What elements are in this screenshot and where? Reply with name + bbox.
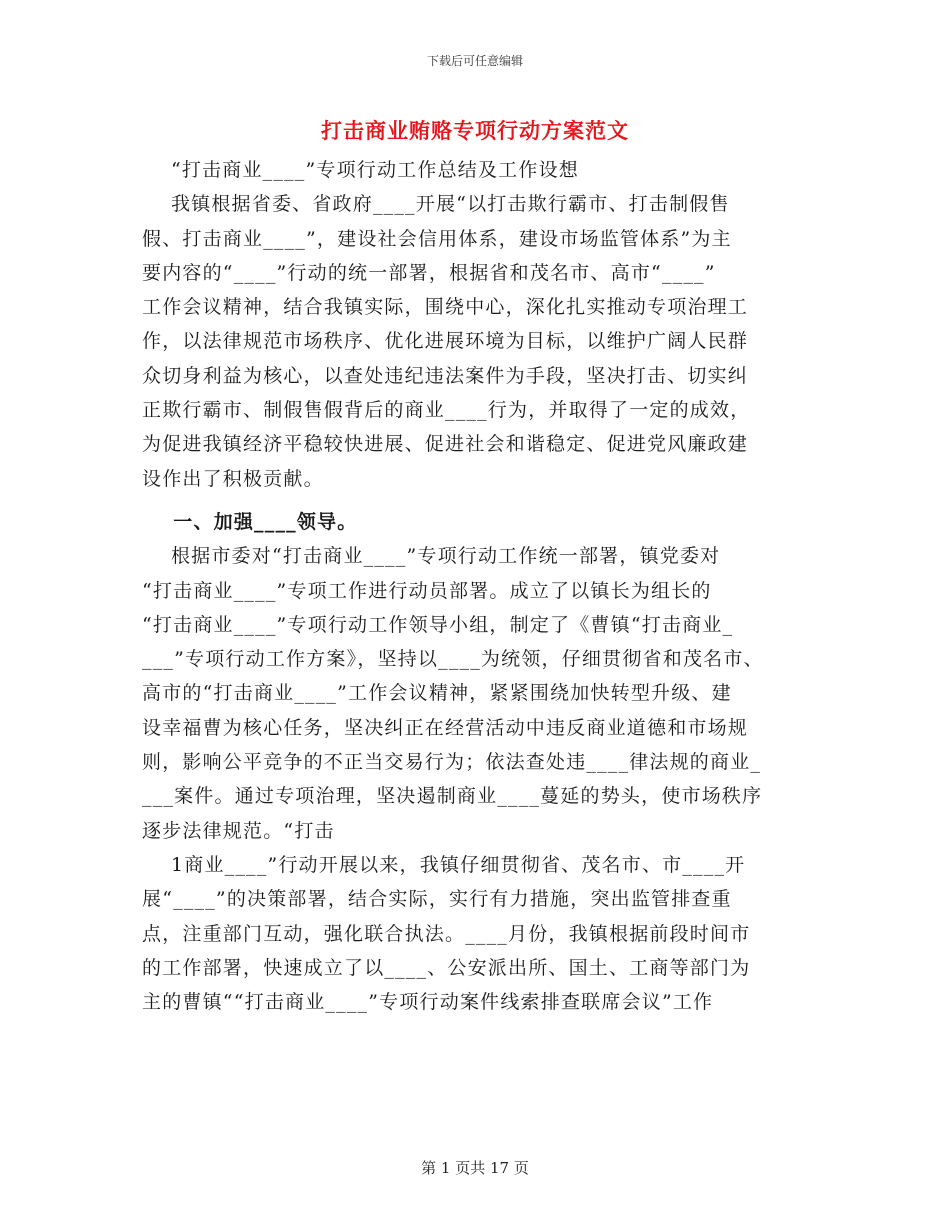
- paragraph-line: 工作会议精神，结合我镇实际，围绕中心，深化扎实推动专项治理工: [142, 296, 749, 319]
- paragraph-line: 的工作部署，快速成立了以____、公安派出所、国土、工商等部门为: [142, 956, 751, 979]
- paragraph-line: 众切身利益为核心，以查处违纪违法案件为手段，坚决打击、切实纠: [142, 364, 749, 387]
- paragraph-line: 我镇根据省委、省政府____开展“以打击欺行霸市、打击制假售: [142, 193, 730, 216]
- section-heading: 一、加强____领导。: [142, 510, 358, 533]
- page-number-footer: 第 1 页共 17 页: [421, 1159, 529, 1177]
- page-header: 下载后可任意编辑: [426, 54, 523, 68]
- paragraph-line: 正欺行霸市、制假售假背后的商业____行为，并取得了一定的成效，: [142, 399, 751, 422]
- paragraph-line: ___”专项行动工作方案》，坚持以____为统领，仔细贯彻省和茂名市、: [142, 648, 764, 671]
- paragraph-line: 根据市委对“打击商业____”专项行动工作统一部署，镇党委对: [142, 545, 721, 568]
- paragraph-line: 点，注重部门互动，强化联合执法。____月份，我镇根据前段时间市: [142, 922, 751, 945]
- paragraph-line: 设作出了积极贡献。: [142, 467, 324, 490]
- paragraph-line: 要内容的“____”行动的统一部署，根据省和茂名市、高市“____”: [142, 261, 716, 284]
- paragraph-line: 则，影响公平竞争的不正当交易行为；依法查处违____律法规的商业_: [142, 751, 762, 774]
- document-body: [142, 153, 804, 1019]
- paragraph-line: “打击商业____”专项工作进行动员部署。成立了以镇长为组长的: [142, 579, 712, 602]
- paragraph-line: 为促进我镇经济平稳较快进展、促进社会和谐稳定、促进党风廉政建: [142, 433, 749, 456]
- paragraph-line: 主的曹镇““打击商业____”专项行动案件线索排查联席会议”工作: [142, 991, 714, 1014]
- paragraph-line: “打击商业____”专项行动工作领导小组，制定了《曹镇“打击商业_: [142, 613, 734, 636]
- subtitle-line: “打击商业____”专项行动工作总结及工作设想: [142, 159, 579, 181]
- document-title: 打击商业贿赂专项行动方案范文: [321, 118, 629, 143]
- paragraph-line: 假、打击商业____”，建设社会信用体系，建设市场监管体系”为主: [142, 227, 732, 250]
- paragraph-line: ___案件。通过专项治理，坚决遏制商业____蔓延的势头，使市场秩序: [142, 785, 763, 808]
- paragraph-line: 展“____”的决策部署，结合实际，实行有力措施，突出监管排查重: [142, 888, 732, 911]
- paragraph-line: 高市的“打击商业____”工作会议精神，紧紧围绕加快转型升级、建: [142, 682, 732, 705]
- paragraph-line: 逐步法律规范。“打击: [142, 819, 335, 842]
- paragraph-line: 作，以法律规范市场秩序、优化进展环境为目标，以维护广阔人民群: [142, 330, 749, 353]
- paragraph-line: 1商业____”行动开展以来，我镇仔细贯彻省、茂名市、市____开: [142, 853, 746, 876]
- paragraph-line: 设幸福曹为核心任务，坚决纠正在经营活动中违反商业道德和市场规: [142, 716, 749, 739]
